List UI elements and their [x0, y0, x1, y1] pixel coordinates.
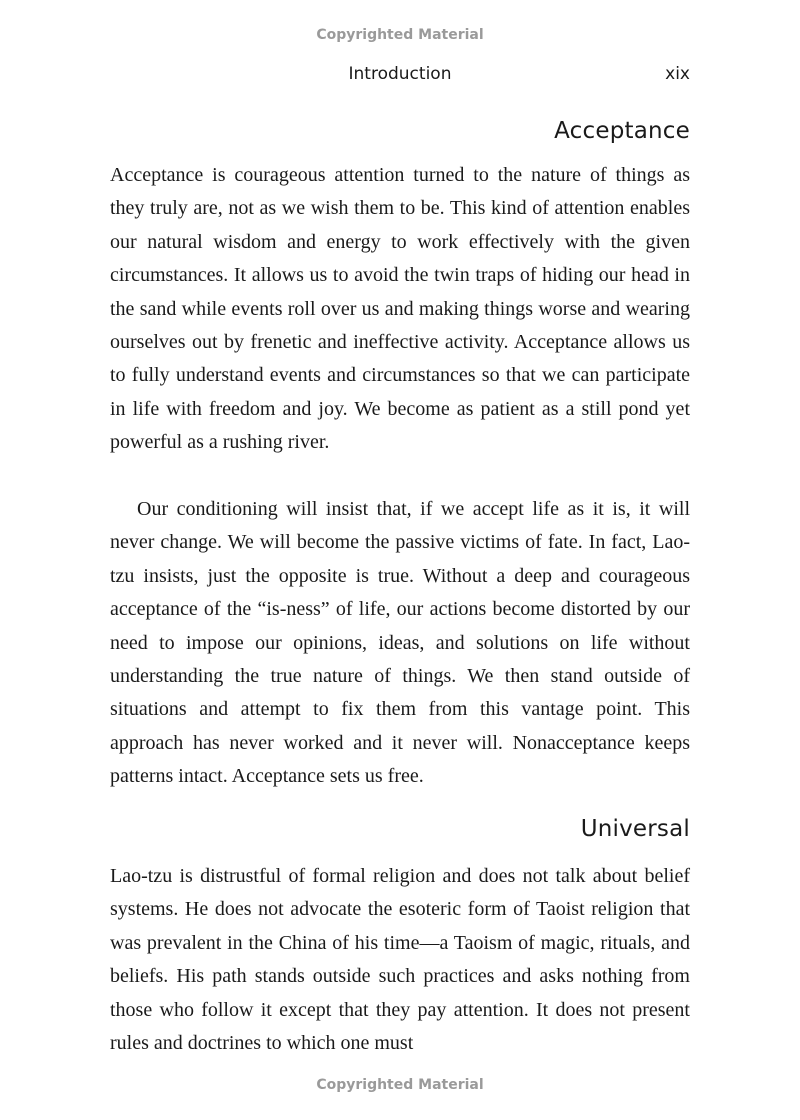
section-heading-acceptance: Acceptance [554, 118, 690, 144]
copyright-watermark-bottom: Copyrighted Material [316, 1077, 484, 1093]
paragraph-acceptance-2: Our conditioning will insist that, if we accept life as it is, it will never change. We will become the passive victims of fate. In fact, Lao-tzu insists, just the opposite is true. Without a deep and courageous acceptance of the “is-ness” of life, our actions become distorted by our need to impose our opinions, ideas, and solutions on life without understanding the true nature of things. We then stand outside of situations and attempt to fix them from this vantage point. This approach has never worked and it never will. Nonacceptance keeps patterns intact. Acceptance sets us free. [110, 498, 690, 788]
running-head [110, 64, 690, 88]
paragraph-acceptance-1: Acceptance is courageous attention turned to the nature of things as they truly are, not as we wish them to be. This kind of attention enables our natural wisdom and energy to work effectively with the given circumstances. It allows us to avoid the twin traps of hiding our head in the sand while events roll over us and making things worse and wearing ourselves out by frenetic and ineffective activity. Acceptance allows us to fully understand events and circumstances so that we can participate in life with freedom and joy. We become as patient as a still pond yet powerful as a rushing river. [110, 164, 690, 454]
running-head-title: Introduction [348, 64, 452, 84]
section-heading-universal: Universal [580, 816, 690, 842]
copyright-watermark-top: Copyrighted Material [316, 27, 484, 43]
page-number: xix [665, 64, 690, 84]
paragraph-universal-1: Lao-tzu is distrustful of formal religion and does not talk about belief systems. He does not advocate the esoteric form of Taoist religion that was prevalent in the China of his time—a Taoism of magic, rituals, and beliefs. His path stands outside such practices and asks nothing from those who follow it except that they pay attention. It does not present rules and doctrines to which one must [110, 865, 690, 1055]
